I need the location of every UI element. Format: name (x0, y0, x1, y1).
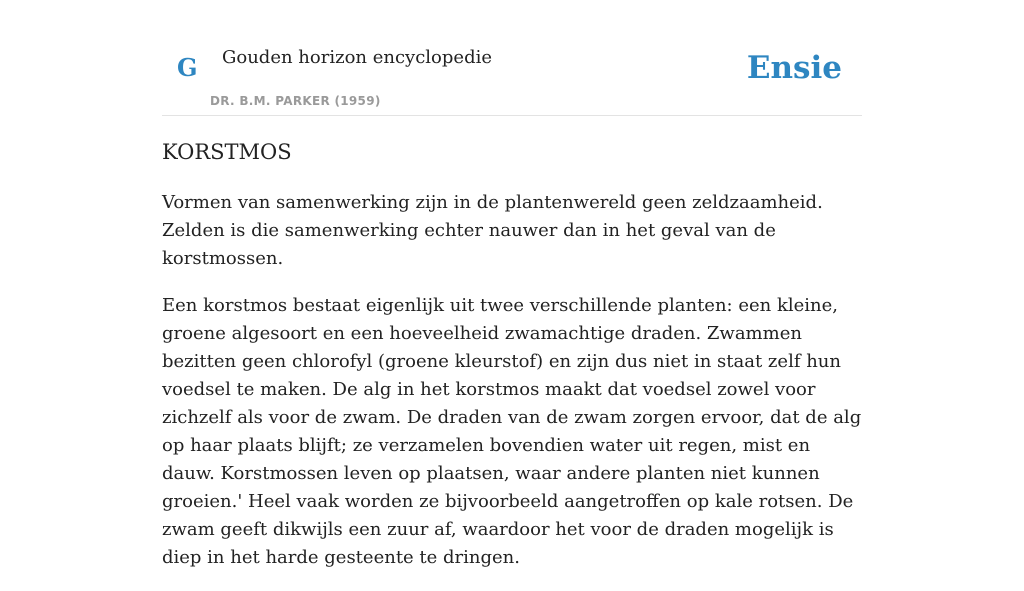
entry-title: KORSTMOS (162, 140, 292, 164)
entry-paragraph-2: Een korstmos bestaat eigenlijk uit twee verschillende planten: een kleine, groene algesoort en een hoeveelheid zwamachtige draden. Zwammen bezitten geen chlorofyl (groene kleurstof) en zijn dus niet in staat zelf hun voedsel te maken. De alg in het korstmos maakt dat voedsel zowel voor zichzelf als voor de zwam. De draden van de zwam zorgen ervoor, dat de alg op haar plaats blijft; ze verzamelen bovendien water uit regen, mist en dauw. Korstmossen leven op plaatsen, waar andere planten niet kunnen groeien.' Heel vaak worden ze bijvoorbeeld aangetroffen op kale rotsen. De zwam geeft dikwijls een zuur af, waardoor het voor de draden mogelijk is diep in het harde gesteente te dringen. (162, 295, 862, 569)
book-header (162, 30, 862, 116)
book-logo[interactable]: G (177, 53, 198, 82)
entry-paragraph-1: Vormen van samenwerking zijn in de plantenwereld geen zeldzaamheid. Zelden is die samenwerking echter nauwer dan in het geval van de korstmossen. (162, 192, 823, 270)
entry-content (162, 138, 862, 591)
book-author: DR. B.M. PARKER (1959) (210, 94, 381, 108)
ensie-logo-link[interactable]: Ensie (746, 50, 842, 86)
book-title[interactable]: Gouden horizon encyclopedie (222, 47, 492, 68)
